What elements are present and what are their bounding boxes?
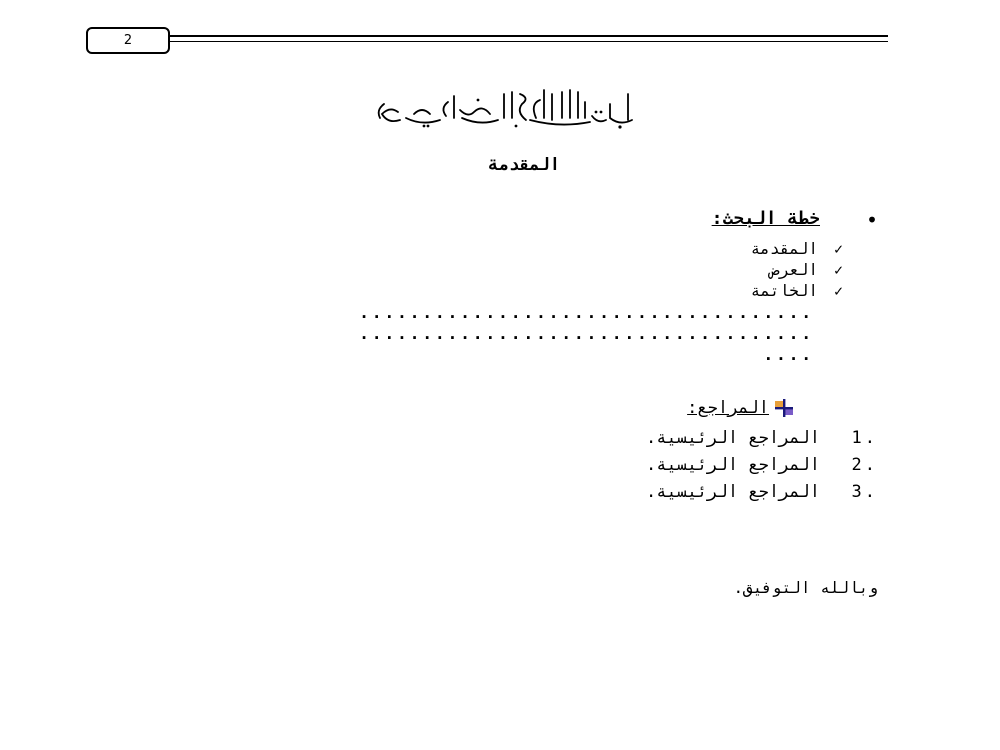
check-icon: ✓ [833, 260, 847, 279]
plan-title: خطة البحث: [711, 208, 820, 229]
reference-text: المراجع الرئيسية. [646, 454, 820, 475]
list-item-label: المقدمة [750, 239, 818, 258]
plan-checklist [550, 238, 850, 301]
references-list [458, 424, 878, 505]
header-rule-thin [168, 41, 888, 42]
list-item [458, 451, 878, 478]
check-icon: ✓ [833, 239, 847, 258]
dots-line: .... [763, 345, 814, 364]
dots-line: .................................... [359, 303, 814, 322]
reference-number: 2. [851, 454, 878, 475]
references-heading [687, 398, 795, 418]
list-item [550, 280, 850, 301]
list-item-label: الخاتمة [750, 281, 818, 300]
reference-number: 1. [851, 427, 878, 448]
list-item [458, 424, 878, 451]
basmala-calligraphy [370, 84, 635, 130]
reference-text: المراجع الرئيسية. [646, 427, 820, 448]
references-title: المراجع: [687, 398, 769, 418]
list-item [458, 478, 878, 505]
header-rule-thick [168, 35, 888, 37]
list-item-label: العرض [769, 260, 818, 279]
dots-line: .................................... [359, 324, 814, 343]
reference-number: 3. [851, 481, 878, 502]
list-item [550, 238, 850, 259]
dotted-placeholder [124, 302, 814, 365]
reference-text: المراجع الرئيسية. [646, 481, 820, 502]
bullet-dot: • [866, 208, 879, 232]
list-item [550, 259, 850, 280]
page-heading: المقدمة [488, 155, 560, 175]
page-number: 2 [123, 33, 133, 48]
closing-line: وبالله التوفيق. [733, 578, 878, 597]
page-number-box [86, 27, 170, 54]
sparkle-bullet-icon [773, 398, 795, 418]
check-icon: ✓ [833, 281, 847, 300]
